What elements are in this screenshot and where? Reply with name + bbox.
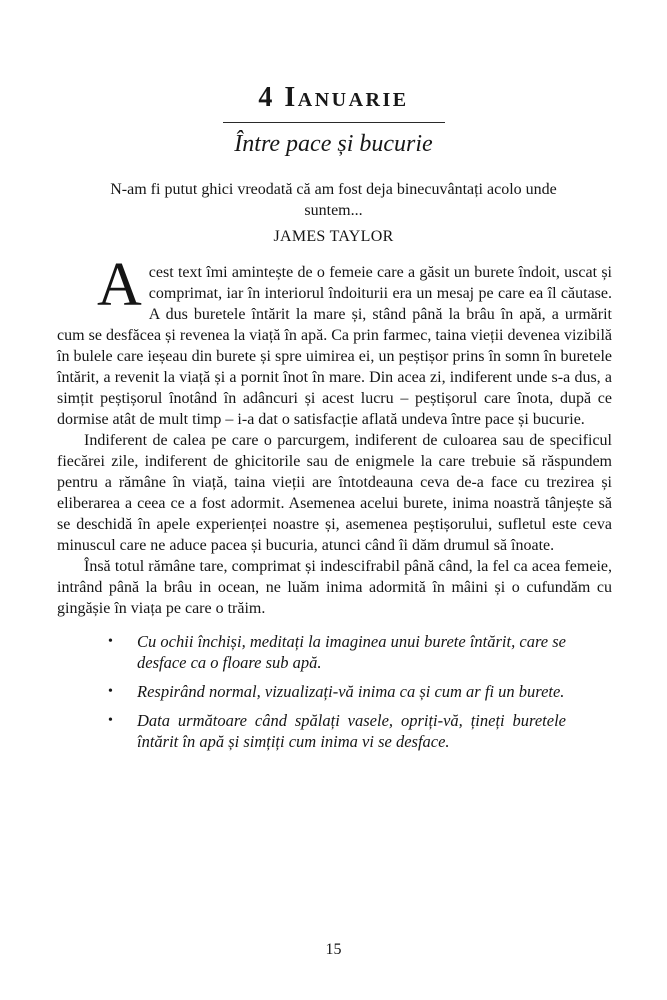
epigraph-quote: N-am fi putut ghici vreodată că am fost deja binecuvântați acolo unde suntem...: [110, 181, 557, 219]
paragraph-1-text: cest text îmi amintește de o femeie care a găsit un burete îndoit, uscat și comprimat, iar în interiorul îndoiturii era un mesaj pe care ea îl căutase. A dus buretele întărit la mare și, stând până la brâu în apă, a urmărit cum se desfăcea și revenea la viață în apă. Ca prin farmec, taina vieții devenea vizibilă în bulele care ieșeau din burete și spre uimirea ei, un peștișor prins în somn în buretele întărit, a revenit la viață și a pornit înot în mare. Din acea zi, indiferent unde s-a dus, a simțit peștișorul înotând în adâncuri și acest lucru – peștișorul care înota, după ce dormise atât de mult timp – i-a dat o satisfacție aflată undeva între pace și bucurie.: [57, 264, 612, 428]
exercise-item: [108, 710, 566, 752]
body-text: [57, 251, 612, 752]
body-paragraph-1: [57, 251, 612, 430]
exercise-list: [108, 631, 566, 752]
bullet-icon: •: [108, 634, 113, 649]
page-number: 15: [325, 941, 342, 958]
exercise-item: [108, 681, 566, 702]
bullet-icon: •: [108, 713, 113, 728]
chapter-heading: 4 Ianuarie: [258, 82, 409, 113]
drop-cap: A: [97, 251, 142, 319]
bullet-icon: •: [108, 684, 113, 699]
exercise-text: Cu ochii închiși, meditați la imaginea unui burete întărit, care se desface ca o floare sub apă.: [137, 632, 566, 672]
exercise-item: [108, 631, 566, 673]
exercise-text: Respirând normal, vizualizați-vă inima ca și cum ar fi un burete.: [137, 682, 565, 701]
body-paragraph-2: Indiferent de calea pe care o parcurgem, indiferent de culoarea sau de specificul fiecărei zile, indiferent de ghicitorile sau de enigmele la care trebuie să răspundem pentru a rămâne în viață, taina vieții are întotdeauna ceva de-a face cu trezirea și eliberarea a ceea ce a fost adormit. Asemenea acelui burete, inima noastră tânjește să se deschidă în apele experienței noastre și, asemenea peștișorului, sufletul este ceva minuscul care ne aduce pacea și bucuria, atunci când îi dăm drumul să înoate.: [57, 432, 612, 554]
body-paragraph-3: Însă totul rămâne tare, comprimat și indescifrabil până când, la fel ca acea femeie, intrând până la brâu in ocean, ne luăm inima adormită în mâini și o cufundăm cu gingășie în viața pe care o trăim.: [57, 558, 612, 617]
chapter-title: Între pace și bucurie: [234, 131, 433, 157]
exercise-text: Data următoare când spălați vasele, opriți-vă, țineți buretele întărit în apă și simțiți cum inima vi se desface.: [137, 711, 566, 751]
epigraph-author: JAMES TAYLOR: [273, 228, 394, 245]
heading-rule: [223, 122, 445, 123]
